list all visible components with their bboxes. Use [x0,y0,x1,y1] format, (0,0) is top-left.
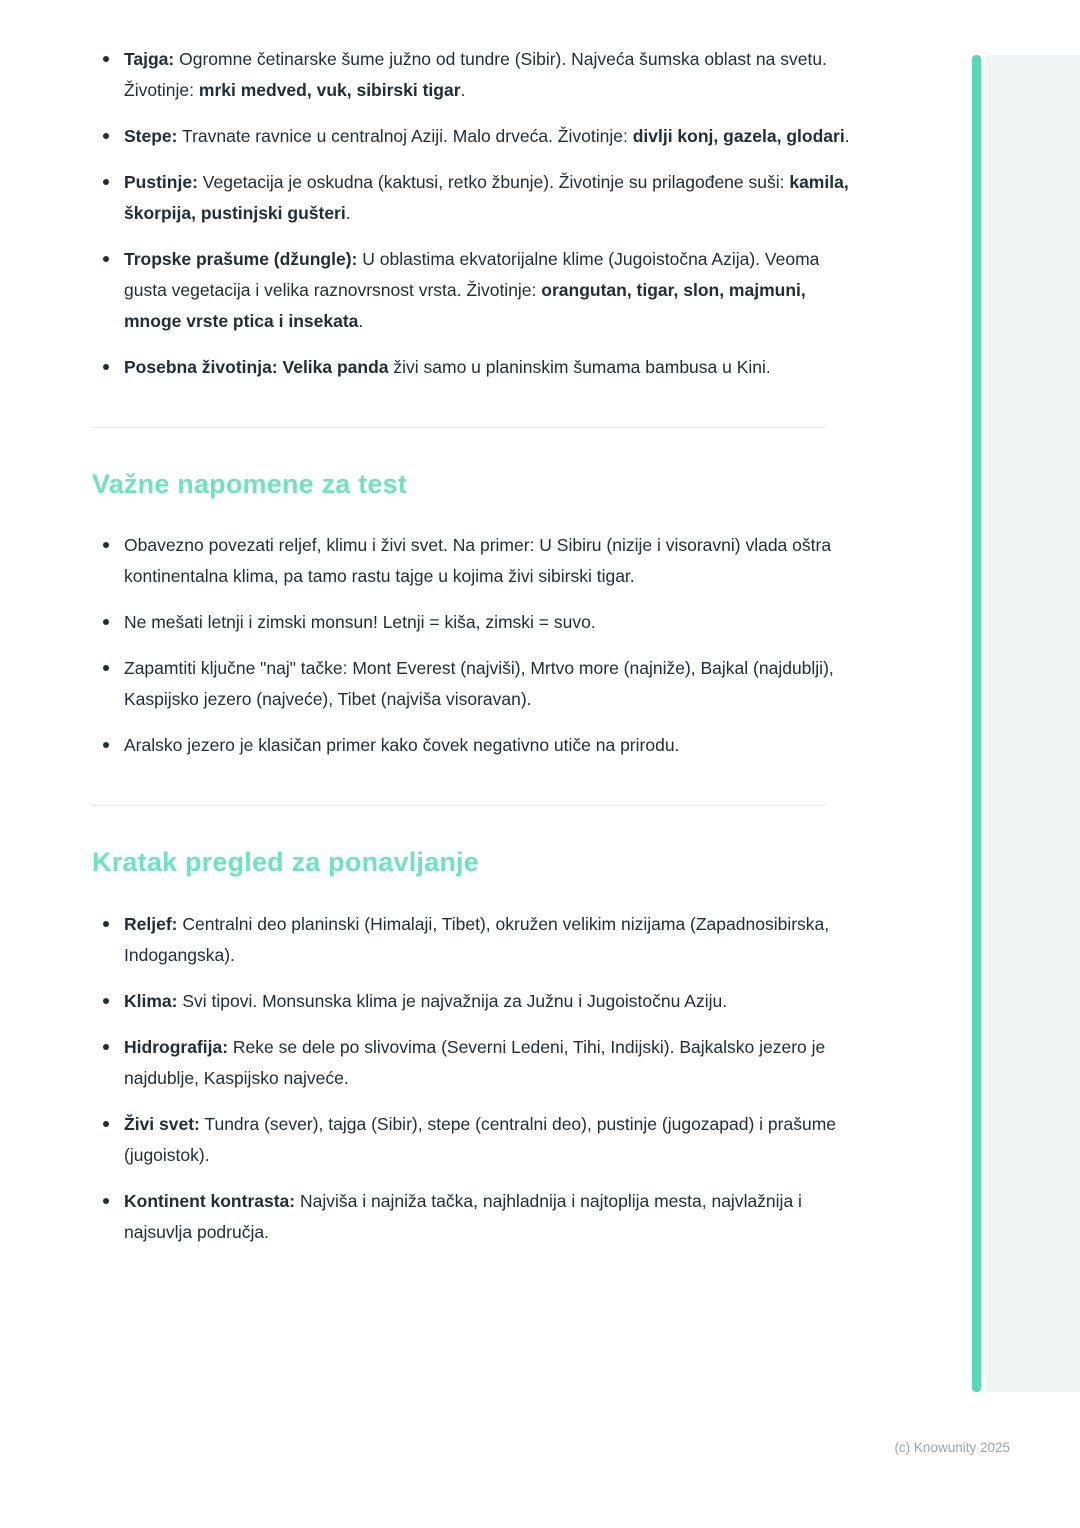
list-item [124,352,854,383]
list-item [124,44,854,106]
list-item [124,730,854,761]
list-item [124,909,854,971]
body-text: Ogromne četinarske šume južno od tundre (Sibir). Najveća šumska oblast na svetu. Životinje: [124,49,827,100]
list-item [124,530,854,592]
bold-text: mrki medved, vuk, sibirski tigar [198,80,461,100]
list-item [124,244,854,337]
list-item [124,1032,854,1094]
list-item [124,653,854,715]
footer-copyright: (c) Knowunity 2025 [894,1440,1010,1455]
body-text: živi samo u planinskim šumama bambusa u Kini. [388,357,771,377]
body-text: Obavezno povezati reljef, klimu i živi svet. Na primer: U Sibiru (nizije i visoravni) vlada oštra kontinentalna klima, pa tamo rastu tajge u kojima živi sibirski tigar. [124,535,832,587]
list-item [124,1186,854,1248]
section-divider [92,805,826,806]
bold-text: divlji konj, gazela, glodari [632,126,845,146]
body-text: . [460,80,466,100]
accent-stripe [972,55,981,1392]
body-text: Aralsko jezero je klasičan primer kako čovek negativno utiče na prirodu. [124,735,680,756]
bold-text: Pustinje: [124,172,198,192]
body-text: . [345,203,351,223]
section-heading: Kratak pregled za ponavljanje [92,847,479,878]
body-text: Reke se dele po slivovima (Severni Ledeni, Tihi, Indijski). Bajkalsko jezero je najdublje, Kaspijsko najveće. [124,1036,826,1088]
body-text: Najviša i najniža tačka, najhladnija i najtoplija mesta, najvlažnija i najsuvlja područja. [124,1190,802,1242]
body-text: Tundra (sever), tajga (Sibir), stepe (centralni deo), pustinje (jugozapad) i prašume (jugoistok). [124,1113,837,1165]
bold-text: Živi svet: [124,1113,200,1134]
body-text: Svi tipovi. Monsunska klima je najvažnija za Južnu i Jugoistočnu Aziju. [177,990,728,1011]
bullet-list [92,530,854,761]
list-item [124,167,854,229]
body-text: Vegetacija je oskudna (kaktusi, retko žbunje). Životinje su prilagođene suši: [197,172,790,192]
bold-text: Posebna životinja: Velika panda [124,357,389,377]
body-text: . [844,126,850,146]
bold-text: Reljef: [124,913,178,934]
section-heading: Važne napomene za test [92,469,408,499]
list-item [124,607,854,638]
section-divider [92,427,826,428]
bold-text: Tajga: [124,49,175,69]
bold-text: orangutan, tigar, slon, majmuni, mnoge vrste ptica i insekata [124,280,806,331]
list-item [124,1109,854,1171]
bullet-list [92,909,854,1248]
document-body [92,44,854,1263]
bold-text: Kontinent kontrasta: [124,1190,296,1211]
list-item [124,986,854,1017]
bold-text: Tropske prašume (džungle): [124,249,358,269]
bullet-list [92,44,854,383]
body-text: Travnate ravnice u centralnoj Aziji. Malo drveća. Životinje: [177,126,633,146]
body-text: Centralni deo planinski (Himalaji, Tibet), okružen velikim nizijama (Zapadnosibirska, Indogangska). [124,913,830,965]
body-text: Ne mešati letnji i zimski monsun! Letnji = kiša, zimski = suvo. [124,612,596,633]
side-panel [986,55,1080,1392]
bold-text: Stepe: [124,126,178,146]
list-item [124,121,854,152]
bold-text: kamila, škorpija, pustinjski gušteri [124,172,849,223]
bold-text: Klima: [124,990,178,1011]
body-text: Zapamtiti ključne "naj" tačke: Mont Everest (najviši), Mrtvo more (najniže), Bajkal (najdublji), Kaspijsko jezero (najveće), Tibet (najviša visoravan). [124,658,834,710]
body-text: . [358,311,364,331]
bold-text: Hidrografija: [124,1036,229,1057]
body-text: U oblastima ekvatorijalne klime (Jugoistočna Azija). Veoma gusta vegetacija i velika raznovrsnost vrsta. Životinje: [124,249,820,300]
